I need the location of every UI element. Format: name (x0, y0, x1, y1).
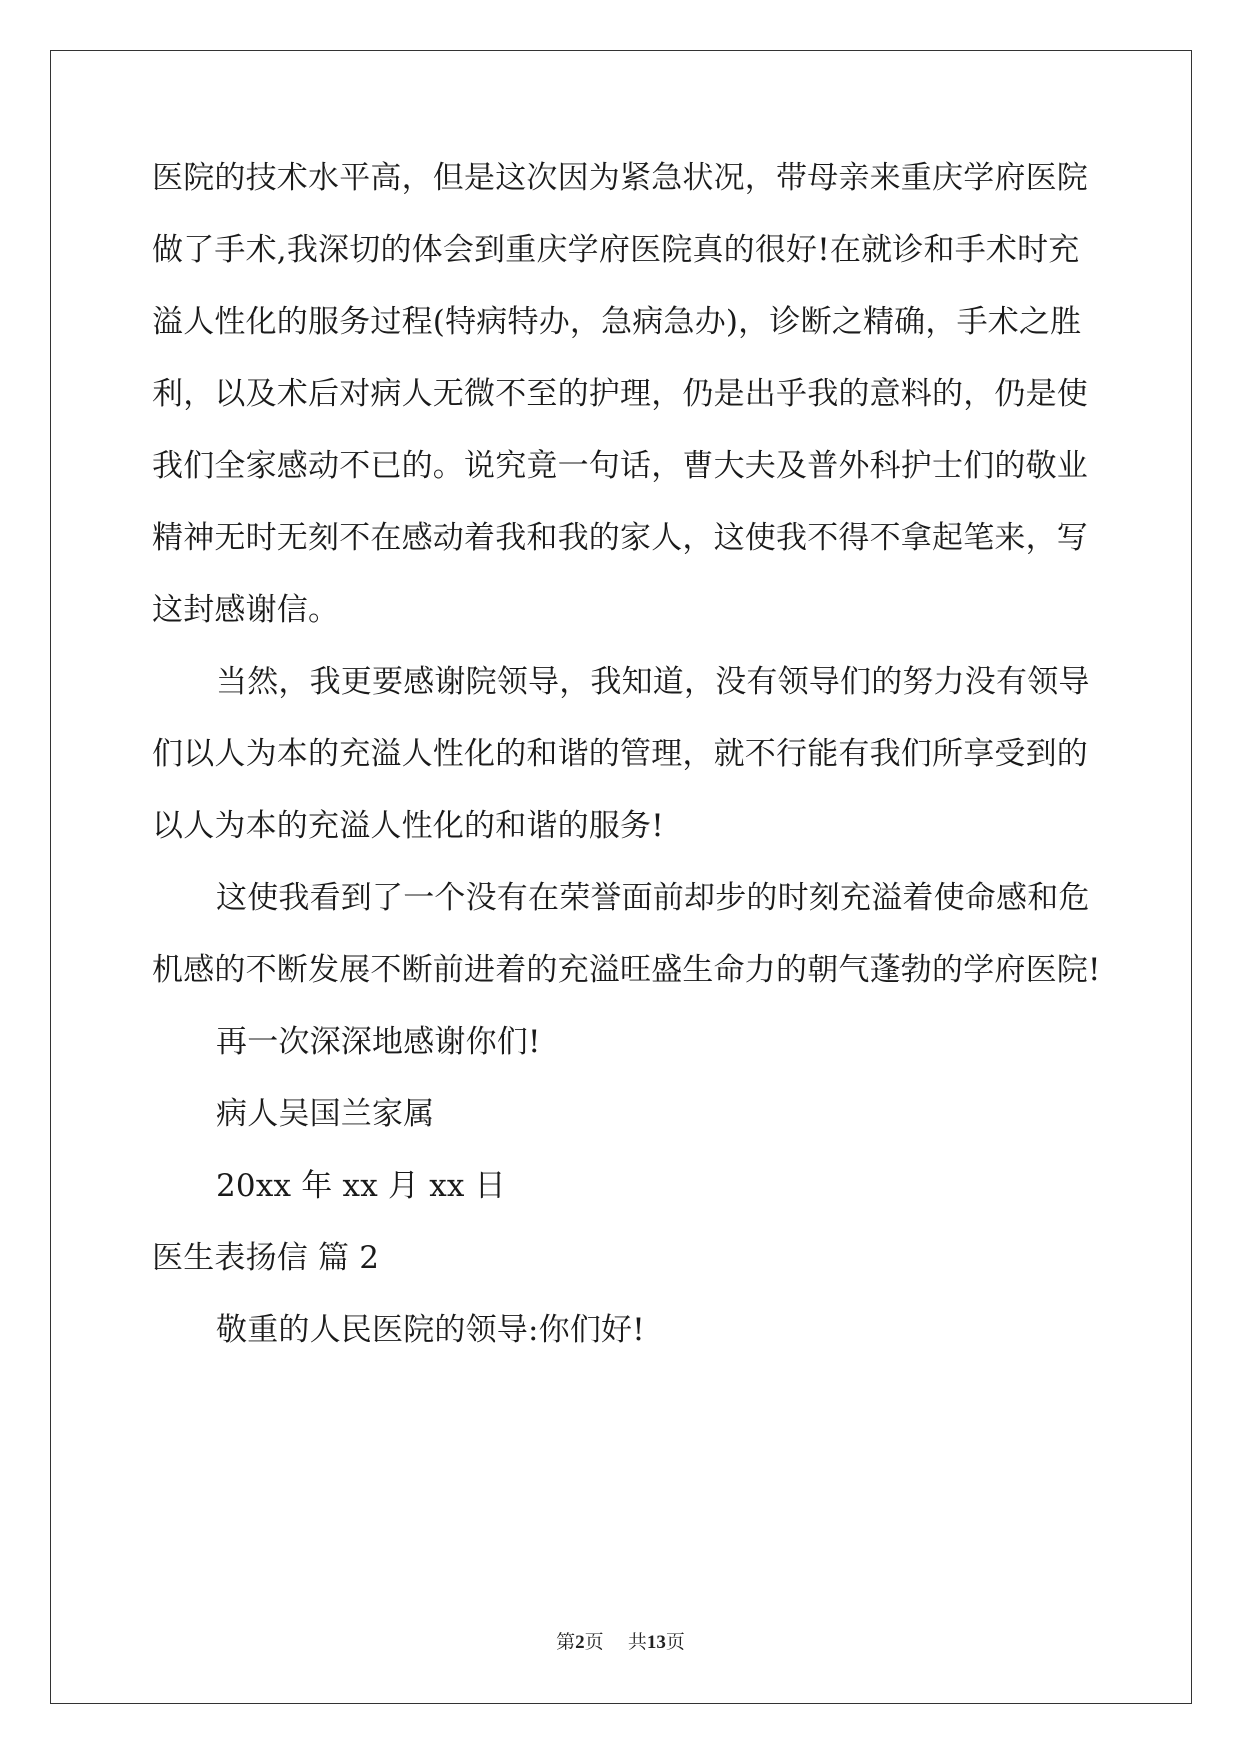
text-line-12: 机感的不断发展不断前进着的充溢旺盛生命力的朝气蓬勃的学府医院! (152, 952, 1101, 988)
text-line-7: 这封感谢信。 (152, 592, 340, 628)
text-line-6: 精神无时无刻不在感动着我和我的家人，这使我不得不拿起笔来，写 (152, 520, 1088, 556)
text-line-8: 当然，我更要感谢院领导，我知道，没有领导们的努力没有领导 (216, 664, 1090, 700)
section-heading: 医生表扬信 篇 2 (152, 1240, 380, 1276)
signature-line: 病人吴国兰家属 (216, 1096, 435, 1132)
page-footer (0, 1630, 1241, 1655)
footer-middle: 页 共 (584, 1631, 647, 1653)
text-line-1: 医院的技术水平高，但是这次因为紧急状况，带母亲来重庆学府医院 (152, 160, 1088, 196)
text-line-11: 这使我看到了一个没有在荣誉面前却步的时刻充溢着使命感和危 (216, 880, 1090, 916)
footer-page-number: 2 (575, 1632, 585, 1653)
text-line-9: 们以人为本的充溢人性化的和谐的管理，就不行能有我们所享受到的 (152, 736, 1088, 772)
page-border (50, 50, 1192, 1704)
text-line-5: 我们全家感动不已的。说究竟一句话，曹大夫及普外科护士们的敬业 (152, 448, 1088, 484)
salutation-line: 敬重的人民医院的领导:你们好! (216, 1312, 645, 1348)
text-line-13: 再一次深深地感谢你们! (216, 1024, 541, 1060)
footer-prefix: 第 (556, 1631, 576, 1653)
date-line: 20xx 年 xx 月 xx 日 (216, 1168, 506, 1204)
footer-suffix: 页 (665, 1631, 685, 1653)
text-line-3: 溢人性化的服务过程(特病特办，急病急办)，诊断之精确，手术之胜 (152, 304, 1082, 340)
text-line-10: 以人为本的充溢人性化的和谐的服务! (152, 808, 664, 844)
text-line-4: 利，以及术后对病人无微不至的护理，仍是出乎我的意料的，仍是使 (152, 376, 1088, 412)
footer-total-pages: 13 (646, 1632, 666, 1653)
text-line-2: 做了手术,我深切的体会到重庆学府医院真的很好!在就诊和手术时充 (152, 232, 1080, 268)
